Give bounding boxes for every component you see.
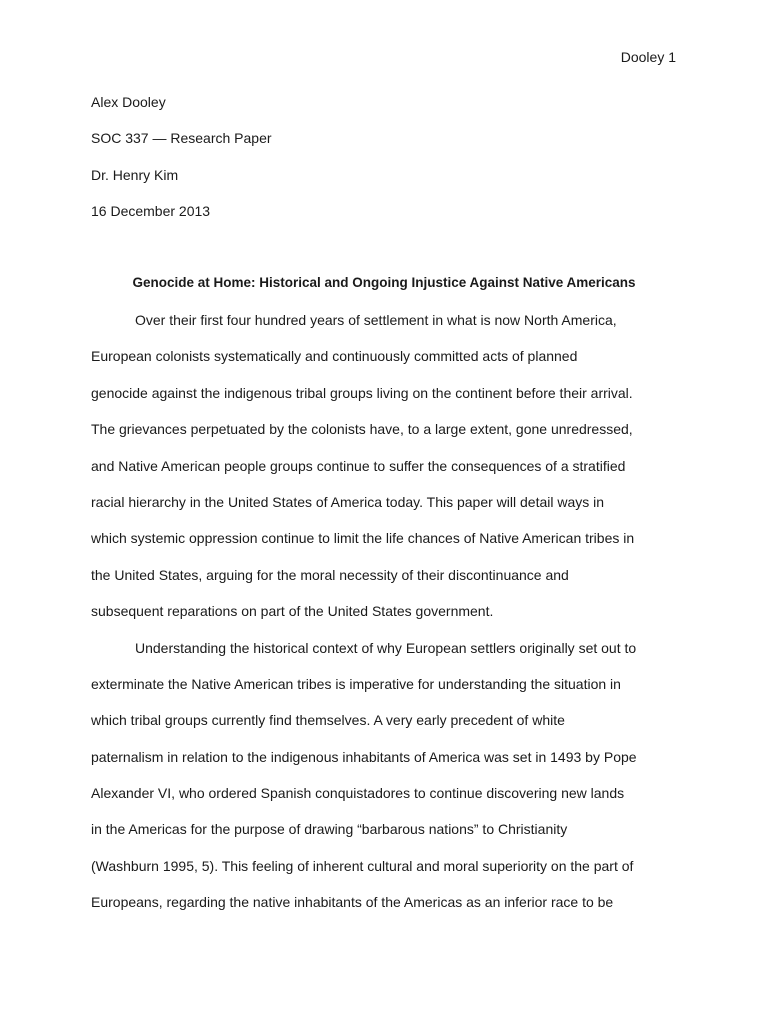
paragraph-1 <box>91 310 681 638</box>
paragraph-line: exterminate the Native American tribes is imperative for understanding the situation in <box>91 675 621 692</box>
paragraph-line: racial hierarchy in the United States of America today. This paper will detail ways in <box>91 493 605 510</box>
paragraph-line: genocide against the indigenous tribal groups living on the continent before their arrival. <box>91 384 633 401</box>
paragraph-line: subsequent reparations on part of the United States government. <box>91 603 494 620</box>
paragraph-line: Europeans, regarding the native inhabitants of the Americas as an inferior race to be <box>91 894 614 911</box>
paper-body <box>91 310 681 929</box>
running-header-page-number: Dooley 1 <box>620 49 676 65</box>
instructor-name: Dr. Henry Kim <box>91 166 179 183</box>
mla-heading <box>91 92 691 238</box>
paper-title: Genocide at Home: Historical and Ongoing Injustice Against Native Americans <box>132 275 636 290</box>
paragraph-line: which tribal groups currently find themselves. A very early precedent of white <box>91 712 565 729</box>
author-name: Alex Dooley <box>91 94 166 110</box>
paragraph-line: Alexander VI, who ordered Spanish conquistadores to continue discovering new lands <box>91 785 625 802</box>
paragraph-line: The grievances perpetuated by the colonists have, to a large extent, gone unredressed, <box>91 421 633 438</box>
submission-date: 16 December 2013 <box>91 203 211 220</box>
paragraph-2 <box>91 638 681 929</box>
paragraph-line: the United States, arguing for the moral necessity of their discontinuance and <box>91 566 569 583</box>
paragraph-line: paternalism in relation to the indigenous inhabitants of America was set in 1493 by Pope <box>91 748 637 765</box>
paragraph-line: which systemic oppression continue to limit the life chances of Native American tribes in <box>91 530 635 547</box>
paragraph-line: Understanding the historical context of why European settlers originally set out to <box>135 639 637 656</box>
paragraph-line: in the Americas for the purpose of drawing “barbarous nations” to Christianity <box>91 821 568 838</box>
paragraph-line: and Native American people groups continue to suffer the consequences of a stratified <box>91 457 626 474</box>
paragraph-line: European colonists systematically and continuously committed acts of planned <box>91 348 578 365</box>
paragraph-line: (Washburn 1995, 5). This feeling of inherent cultural and moral superiority on the part of <box>91 857 634 874</box>
course-name: SOC 337 — Research Paper <box>91 130 272 147</box>
paragraph-line: Over their first four hundred years of settlement in what is now North America, <box>135 312 617 328</box>
